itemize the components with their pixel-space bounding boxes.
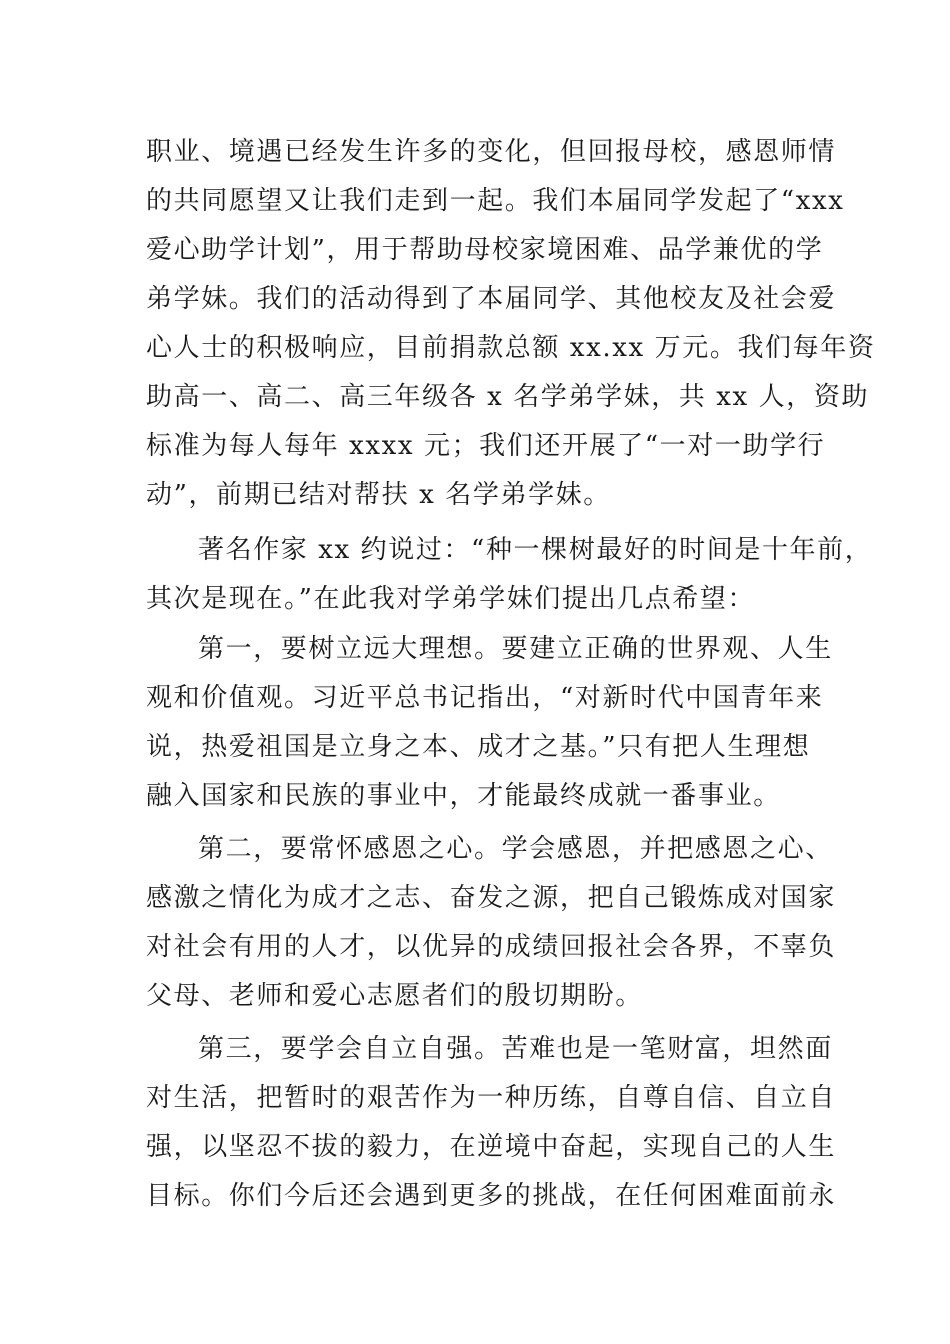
paragraph-first-line: 第一，要树立远大理想。要建立正确的世界观、人生 bbox=[198, 634, 833, 664]
body-line: 融入国家和民族的事业中，才能最终成就一番事业。 bbox=[146, 781, 781, 811]
body-line: 动”，前期已结对帮扶 x 名学弟学妹。 bbox=[146, 480, 611, 510]
paragraph-first-line: 第二，要常怀感恩之心。学会感恩，并把感恩之心、 bbox=[198, 834, 833, 864]
body-line: 对生活，把暂时的艰苦作为一种历练，自尊自信、自立自 bbox=[146, 1083, 837, 1113]
body-line: 其次是现在。”在此我对学弟学妹们提出几点希望： bbox=[146, 584, 756, 614]
body-line: 父母、老师和爱心志愿者们的殷切期盼。 bbox=[146, 981, 643, 1011]
body-line: 观和价值观。习近平总书记指出，“对新时代中国青年来 bbox=[146, 683, 824, 713]
body-line: 爱心助学计划”，用于帮助母校家境困难、品学兼优的学 bbox=[146, 235, 824, 265]
paragraph-first-line: 第三，要学会自立自强。苦难也是一笔财富，坦然面 bbox=[198, 1034, 833, 1064]
body-line: 强，以坚忍不拔的毅力，在逆境中奋起，实现自己的人生 bbox=[146, 1132, 837, 1162]
body-line: 对社会有用的人才，以优异的成绩回报社会各界，不辜负 bbox=[146, 932, 837, 962]
body-line: 助高一、高二、高三年级各 x 名学弟学妹，共 xx 人，资助 bbox=[146, 382, 870, 412]
body-line: 的共同愿望又让我们走到一起。我们本届同学发起了“xxx bbox=[146, 186, 845, 216]
body-line: 标准为每人每年 xxxx 元；我们还开展了“一对一助学行 bbox=[146, 431, 826, 461]
body-line: 感激之情化为成才之志、奋发之源，把自己锻炼成对国家 bbox=[146, 883, 837, 913]
body-line: 弟学妹。我们的活动得到了本届同学、其他校友及社会爱 bbox=[146, 284, 837, 314]
body-line: 说，热爱祖国是立身之本、成才之基。”只有把人生理想 bbox=[146, 732, 811, 762]
body-line: 职业、境遇已经发生许多的变化，但回报母校，感恩师情 bbox=[146, 137, 837, 167]
body-line: 目标。你们今后还会遇到更多的挑战，在任何困难面前永 bbox=[146, 1181, 837, 1211]
paragraph-first-line: 著名作家 xx 约说过：“种一棵树最好的时间是十年前， bbox=[198, 535, 873, 565]
body-line: 心人士的积极响应，目前捐款总额 xx.xx 万元。我们每年资 bbox=[146, 333, 876, 363]
